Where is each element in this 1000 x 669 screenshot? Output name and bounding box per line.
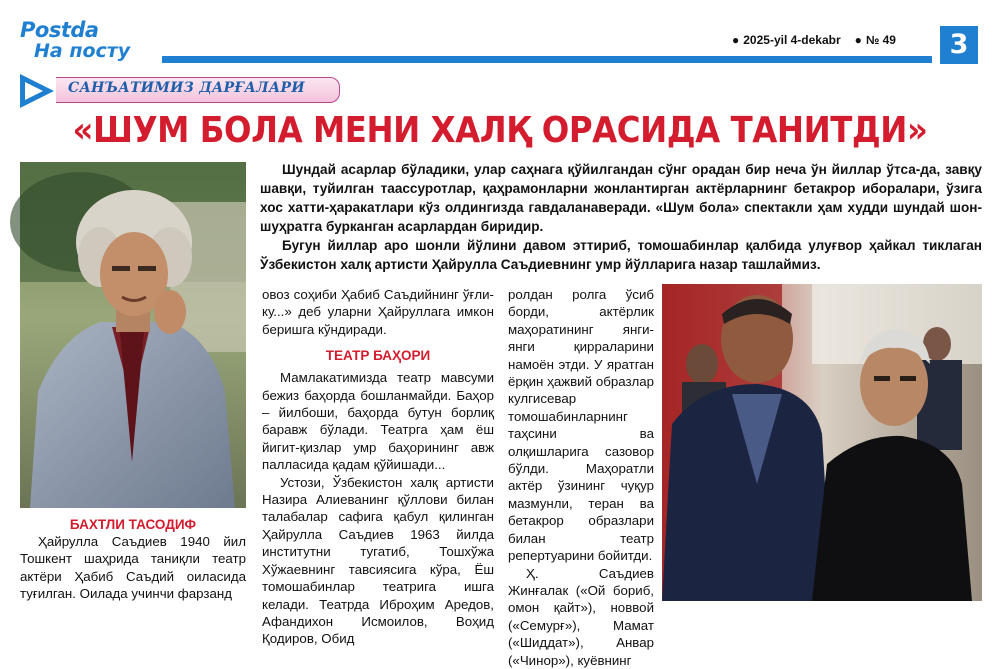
article-column-3 xyxy=(508,286,654,669)
issue-number: № 49 xyxy=(865,33,896,47)
subheading: БАХТЛИ ТАСОДИФ xyxy=(69,517,197,532)
portrait-image xyxy=(20,162,246,508)
body-paragraph: овоз соҳиби Ҳабиб Саъдийнинг ўғли-ку...» деб уларни Ҳайруллага имкон беришга кўндиради. xyxy=(262,287,494,337)
subheading: ТЕАТР БАҲОРИ xyxy=(325,348,431,364)
triangle-inner-icon xyxy=(25,82,43,100)
logo-line-2: На посту xyxy=(34,40,131,62)
body-paragraph: Ҳайрулла Саъдиев 1940 йил Тошкент шаҳрида таниқли театр актёри Ҳабиб Саъдий оиласида туғилган. Оилада учинчи фарзанд xyxy=(20,534,246,602)
section-rubric xyxy=(20,72,342,110)
masthead-rule xyxy=(162,56,932,63)
event-photo xyxy=(662,284,982,601)
article-headline: «ШУМ БОЛА МЕНИ ХАЛҚ ОРАСИДА ТАНИТДИ» xyxy=(72,110,928,151)
bullet-icon: ● xyxy=(732,33,740,47)
body-paragraph: Мамлакатимизда театр мавсуми бежиз баҳорда бошланмайди. Баҳор – йилбоши, баҳорда бутун борлиқ баравж бўлади. Театрга ҳам ёш йигит-қизлар умр баҳорининг авж палласида қадам қўйишади... xyxy=(262,370,494,473)
portrait-photo xyxy=(20,162,246,508)
body-paragraph: Ҳ. Саъдиев Жинғалак («Ой бориб, омон қайт»), новвой («Семурғ»), Мамат («Шиддат»), Анвар («Чинор»), куёвнинг xyxy=(508,565,654,668)
issue-date: 2025-yil 4-dekabr xyxy=(743,33,841,47)
article-column-1 xyxy=(20,516,246,603)
article-column-2 xyxy=(262,286,494,648)
bullet-icon: ● xyxy=(854,33,862,47)
newspaper-logo xyxy=(20,20,160,64)
body-paragraph: ролдан ролга ўсиб борди, актёрлик маҳоратининг янги-янги қирраларини намоён этди. У яратган ёрқин ҳажвий образлар кулгисевар томошабинларнинг таҳсини ва олқишларига сазовор бўлди. Маҳоратли актёр ўзининг чуқур мазмунли, теран ва бетакрор образлари билан театр репертуарини бойитди. xyxy=(508,287,654,564)
issue-info xyxy=(732,33,896,47)
rubric-label: САНЪАТИМИЗ ДАРҒАЛАРИ xyxy=(68,80,305,96)
body-paragraph: Устози, Ўзбекистон халқ артисти Назира Алиеванинг қўллови билан талабалар сафига қабул қилинган Ҳайрулла Саъдиев 1963 йилда институтни тугатиб, Тошхўжа Хўжаевнинг тавсиясига кўра, Ёш томошабинлар театрига ишга келади. Театрда Иброҳим Аредов, Афандихон Исмоилов, Воҳид Қодиров, Обид xyxy=(262,474,494,647)
event-image xyxy=(662,284,982,601)
article-lead xyxy=(260,160,982,274)
logo-line-1: Postda xyxy=(20,18,99,42)
lead-paragraph: Шундай асарлар бўладики, улар саҳнага қўйилгандан сўнг орадан бир неча ўн йиллар ўтса-да, завқу шавқи, туйилган таассуротлар, қаҳрамонларни жонлантирган актёрларнинг бетакрор иборалари, ўзига хос хатти-ҳаракатлари кўз олдингизда гавдаланаверади. «Шум бола» спектакли ҳам худди шундай шон-шуҳратга бурканган асарлардан биридир. xyxy=(260,162,982,234)
page-number: 3 xyxy=(940,26,978,64)
lead-paragraph: Бугун йиллар аро шонли йўлини давом эттириб, томошабинлар қалбида улуғвор ҳайкал тиклаган Ўзбекистон халқ артисти Ҳайрулла Саъдиевнинг умр йўлларига назар ташлаймиз. xyxy=(260,238,982,272)
